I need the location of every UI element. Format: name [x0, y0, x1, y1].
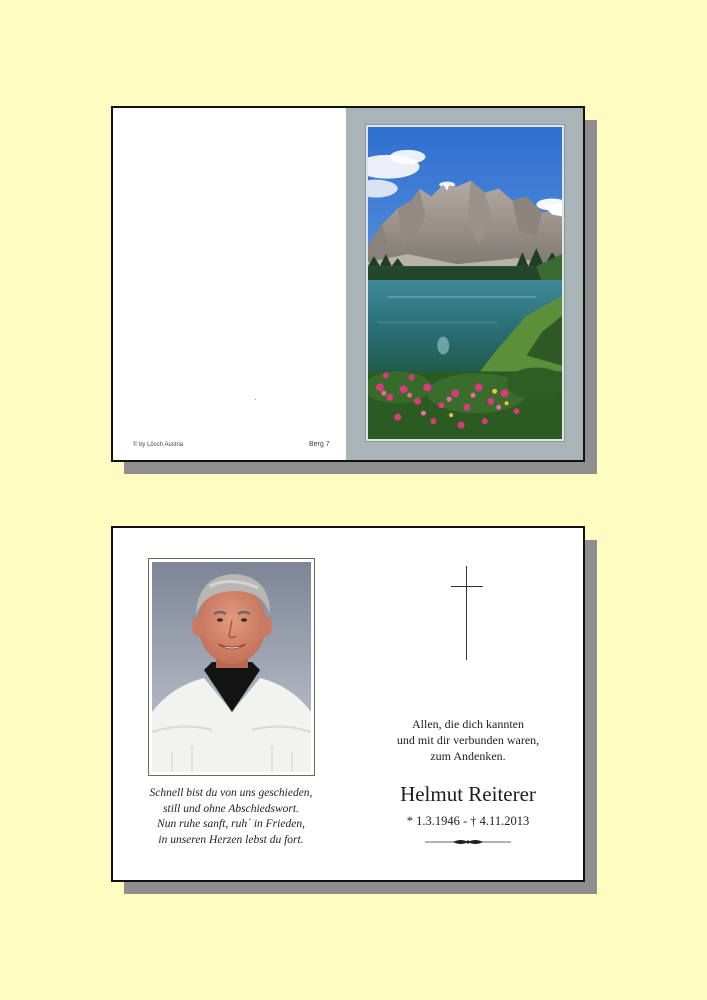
dedication-line: und mit dir verbunden waren,: [396, 733, 540, 747]
card-inside: [111, 526, 585, 882]
mountain-lake-image: [368, 127, 562, 439]
memorial-poem: [131, 786, 331, 848]
portrait-frame: [148, 558, 315, 776]
poem-line: Schnell bist du von uns geschieden,: [149, 787, 313, 799]
front-picture-panel: [346, 108, 583, 460]
poem-line: in unseren Herzen lebst du fort.: [158, 833, 304, 846]
ornament-divider-icon: [425, 838, 511, 846]
deceased-name: Helmut Reiterer: [400, 782, 536, 806]
dedication-line: zum Andenken.: [430, 749, 506, 763]
dedication-line: Allen, die dich kannten: [412, 717, 524, 731]
design-code: Berg 7: [309, 441, 330, 448]
card-front: [111, 106, 585, 462]
publisher-credit: © by Lösch Austria: [133, 442, 184, 448]
poem-line: still und ohne Abschiedswort.: [163, 802, 299, 815]
landscape-photo-frame: [365, 124, 565, 442]
dedication-text: [368, 716, 568, 764]
portrait-image: [152, 562, 311, 772]
life-dates: * 1.3.1946 - † 4.11.2013: [406, 814, 530, 828]
poem-line: Nun ruhe sanft, ruh´ in Frieden,: [157, 818, 305, 830]
cross-icon: [451, 566, 483, 660]
dot-mark: [255, 399, 256, 400]
